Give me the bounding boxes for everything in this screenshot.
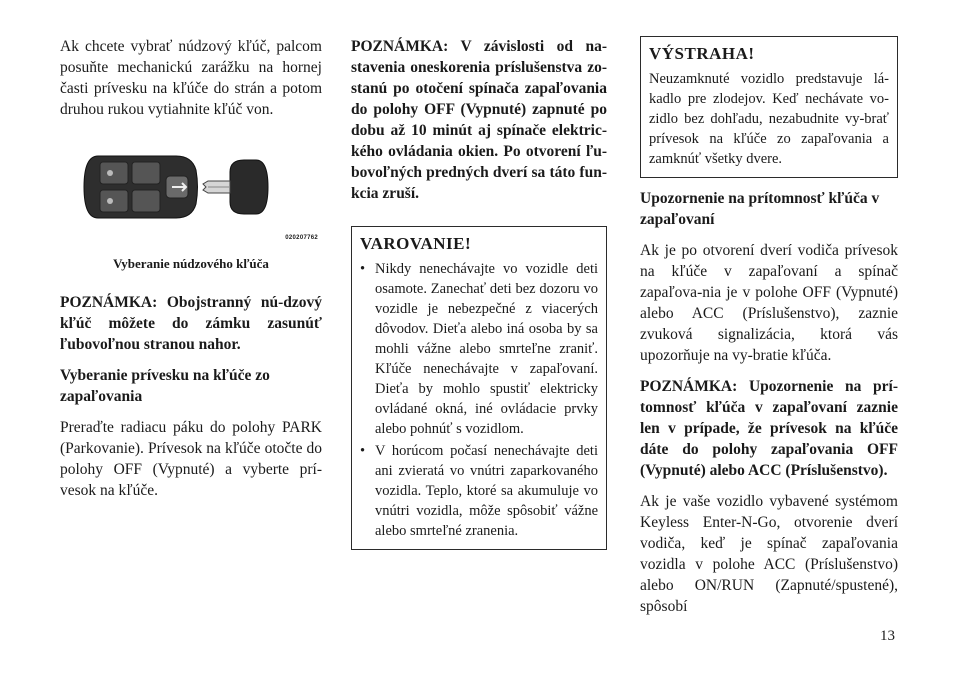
key-reminder-paragraph: Ak je po otvorení dverí vodiča prívesok na kľúče v zapaľovaní a spínač zapaľova-nia je v polohe OFF (Vypnuté) alebo ACC (Príslušenstvo), zaznie zvuková signalizácia, ktorá vás upozorňuje na vy-bratie kľúča. (640, 242, 898, 364)
warning-list (360, 259, 598, 541)
warning-item: • Nikdy nenechávajte vo vozidle deti osamote. Zanechať deti bez dozoru vo vozidle je nebezpečné z viacerých dôvodov. Dieťa alebo iná osoba by sa mohli vážne alebo smrteľne zraniť. Kľúče nenechávajte v zapaľovaní. Dieťa by mohlo spustiť elektricky ovládané okná, iné ovládacie prvky alebo pohnúť s vozidlom. (360, 259, 598, 439)
key-fob-illustration (80, 150, 280, 225)
figure-code: 020207762 (285, 235, 318, 241)
left-column (60, 36, 322, 501)
note-paragraph-left: POZNÁMKA: Obojstranný nú-dzový kľúč môžete do zámku zasunúť ľubovoľnou stranou nahor. (60, 294, 322, 353)
figure-caption: Vyberanie núdzového kľúča (113, 256, 269, 271)
note-paragraph-right: POZNÁMKA: Upozornenie na prí-tomnosť kľúča v zapaľovaní zaznie len v prípade, že prívesok na kľúče dáte do polohy zapaľovania OFF (Vypnuté) alebo ACC (Príslušenstvo). (640, 378, 898, 479)
caution-title: VÝSTRAHA! (649, 44, 755, 63)
fob-button-top-left (100, 162, 128, 184)
section-heading-key-reminder: Upozornenie na prítomnosť kľúča v zapaľovaní (640, 190, 880, 228)
warning-title: VAROVANIE! (360, 234, 472, 253)
emergency-key-head (230, 160, 268, 214)
right-column (640, 36, 898, 617)
caution-text: Neuzamknuté vozidlo predstavuje lá-kadlo pre zlodejov. Keď nechávate vo-zidlo bez dohľadu, nezabudnite vy-brať prívesok na kľúče zo zapaľovania a zamknúť všetky dvere. (649, 71, 889, 167)
fob-removal-paragraph: Preraďte radiacu páku do polohy PARK (Parkovanie). Prívesok na kľúče otočte do polohy OFF (Vypnuté) a vyberte prí-vesok na kľúče. (60, 419, 322, 499)
fob-button-bottom-left (100, 190, 128, 212)
page-number: 13 (880, 628, 895, 644)
warning-item: • V horúcom počasí nenechávajte deti ani zvieratá vo vnútri zaparkovaného vozidla. Teplo, ktoré sa akumuluje vo vnútri vozidla, môže spôsobiť vážne alebo smrteľné zranenia. (360, 441, 598, 541)
section-heading-fob-removal: Vyberanie prívesku na kľúče zo zapaľovania (60, 367, 270, 405)
middle-column (351, 36, 607, 550)
keyless-paragraph: Ak je vaše vozidlo vybavené systémom Keyless Enter-N-Go, otvorenie dverí vodiča, keď je spínač zapaľovania vozidla v polohe ACC (Príslušenstvo) alebo ON/RUN (Zapnuté/spustené), spôsobí (640, 493, 898, 615)
fob-button-top-right (132, 162, 160, 184)
caution-box (640, 36, 898, 178)
intro-paragraph: Ak chcete vybrať núdzový kľúč, palcom posuňte mechanickú zarážku na hornej časti prívesku na kľúče do strán a potom druhou rukou vytiahnite kľúč von. (60, 38, 322, 118)
key-figure (60, 132, 322, 282)
fob-button-bottom-right (132, 190, 160, 212)
note-paragraph-middle: POZNÁMKA: V závislosti od na-stavenia oneskorenia príslušenstva zo-stanú po otočení spínača zapaľovania do polohy OFF (Vypnuté) zapnuté po dobu až 10 minút aj spínače elektric-kého ovládania okien. Po otvorení ľu-bovoľných predných dverí sa táto fun-kcia zruší. (351, 38, 607, 202)
warning-box (351, 226, 607, 550)
